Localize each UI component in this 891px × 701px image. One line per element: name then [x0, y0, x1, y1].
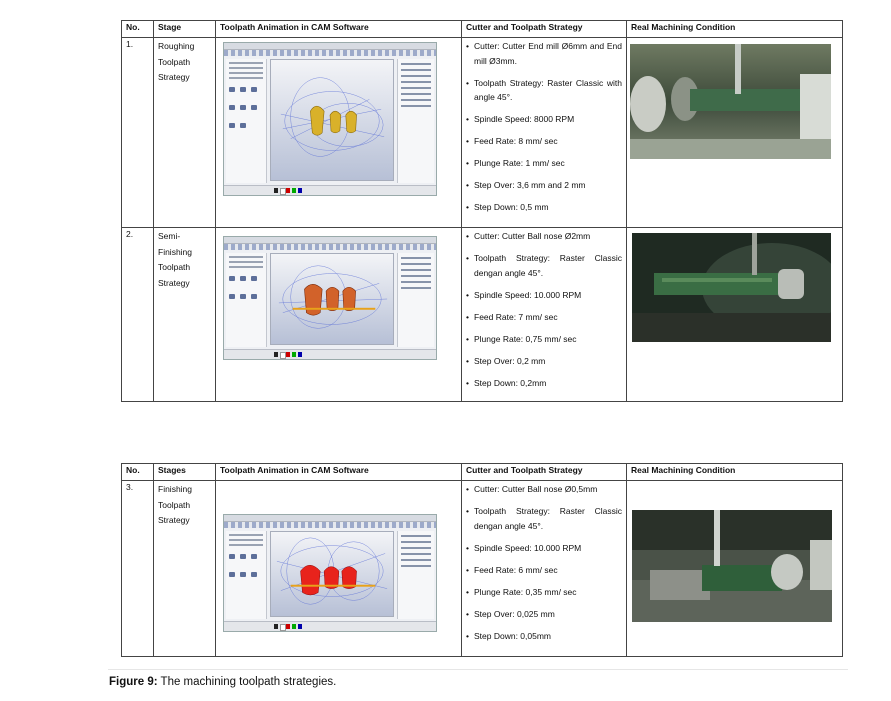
strategy-item: • Toolpath Strategy: Raster Classic dengan angle 45°. [466, 504, 622, 533]
strategy-item: • Step Down: 0,05mm [466, 629, 622, 644]
toolpath-view [271, 254, 393, 344]
figure-label: Figure 9: [109, 676, 158, 688]
strategy-item: • Step Down: 0,5 mm [466, 200, 622, 215]
row-number: 3. [122, 481, 154, 657]
strategy-item: • Cutter: Cutter Ball nose Ø0,5mm [466, 482, 622, 497]
header-real-machining: Real Machining Condition [627, 464, 843, 481]
strategy-item: • Step Down: 0,2mm [466, 376, 622, 391]
stage-line: Toolpath [158, 56, 191, 67]
strategy-item: • Feed Rate: 6 mm/ sec [466, 563, 622, 578]
header-cutter-strategy: Cutter and Toolpath Strategy [462, 464, 627, 481]
strategy-item: • Plunge Rate: 1 mm/ sec [466, 156, 622, 171]
table-header-row [122, 21, 843, 38]
strategy-item: • Step Over: 3,6 mm and 2 mm [466, 178, 622, 193]
strategy-item: • Feed Rate: 7 mm/ sec [466, 310, 622, 325]
stage-name [154, 481, 216, 657]
stage-line: Strategy [158, 515, 190, 525]
stage-line: Toolpath [158, 499, 191, 510]
strategy-list-cell [462, 481, 627, 657]
stage-line: Strategy [158, 277, 190, 288]
stage-line: Toolpath [158, 262, 191, 272]
stage-line: Roughing [158, 41, 195, 51]
cam-screenshot-roughing [223, 42, 437, 196]
strategy-list-cell [462, 38, 627, 228]
strategy-item: • Plunge Rate: 0,35 mm/ sec [466, 585, 622, 600]
stage-name [154, 38, 216, 228]
header-toolpath-animation: Toolpath Animation in CAM Software [216, 464, 462, 481]
toolpath-view [271, 532, 393, 616]
cam-screenshot-semi-finishing [223, 236, 437, 360]
machining-photo-finishing [632, 510, 832, 622]
stage-line: Finishing [158, 246, 193, 257]
strategy-item: • Feed Rate: 8 mm/ sec [466, 134, 622, 149]
stage-line: Semi- [158, 231, 181, 241]
strategy-item: • Step Over: 0,025 mm [466, 607, 622, 622]
strategy-item: • Cutter: Cutter Ball nose Ø2mm [466, 229, 622, 244]
stage-name [154, 228, 216, 402]
strategy-list-cell [462, 228, 627, 402]
strategy-item: • Cutter: Cutter End mill Ø6mm and End mill Ø3mm. [466, 39, 622, 68]
caption-rule [108, 669, 848, 670]
cam-screenshot-finishing [223, 514, 437, 632]
row-number: 1. [122, 38, 154, 228]
stage-line: Finishing [158, 484, 193, 494]
header-real-machining: Real Machining Condition [627, 21, 843, 38]
header-toolpath-animation: Toolpath Animation in CAM Software [216, 21, 462, 38]
strategy-item: • Toolpath Strategy: Raster Classic with angle 45°. [466, 76, 622, 105]
strategy-item: • Toolpath Strategy: Raster Classic dengan angle 45°. [466, 251, 622, 280]
machining-photo-roughing [630, 44, 831, 159]
table-header-row [122, 464, 843, 481]
machining-photo-semi-finishing [632, 233, 831, 342]
strategy-item: • Step Over: 0,2 mm [466, 354, 622, 369]
strategy-item: • Spindle Speed: 10.000 RPM [466, 541, 622, 556]
strategy-item: • Plunge Rate: 0,75 mm/ sec [466, 332, 622, 347]
toolpath-view [271, 60, 393, 180]
header-stage: Stage [154, 21, 216, 38]
row-number: 2. [122, 228, 154, 402]
strategy-item: • Spindle Speed: 10.000 RPM [466, 288, 622, 303]
header-no: No. [122, 21, 154, 38]
stage-line: Strategy [158, 72, 190, 82]
figure-caption [109, 676, 336, 688]
header-stage: Stages [154, 464, 216, 481]
figure-caption-text: The machining toolpath strategies. [157, 676, 337, 688]
strategy-item: • Spindle Speed: 8000 RPM [466, 112, 622, 127]
header-no: No. [122, 464, 154, 481]
header-cutter-strategy: Cutter and Toolpath Strategy [462, 21, 627, 38]
